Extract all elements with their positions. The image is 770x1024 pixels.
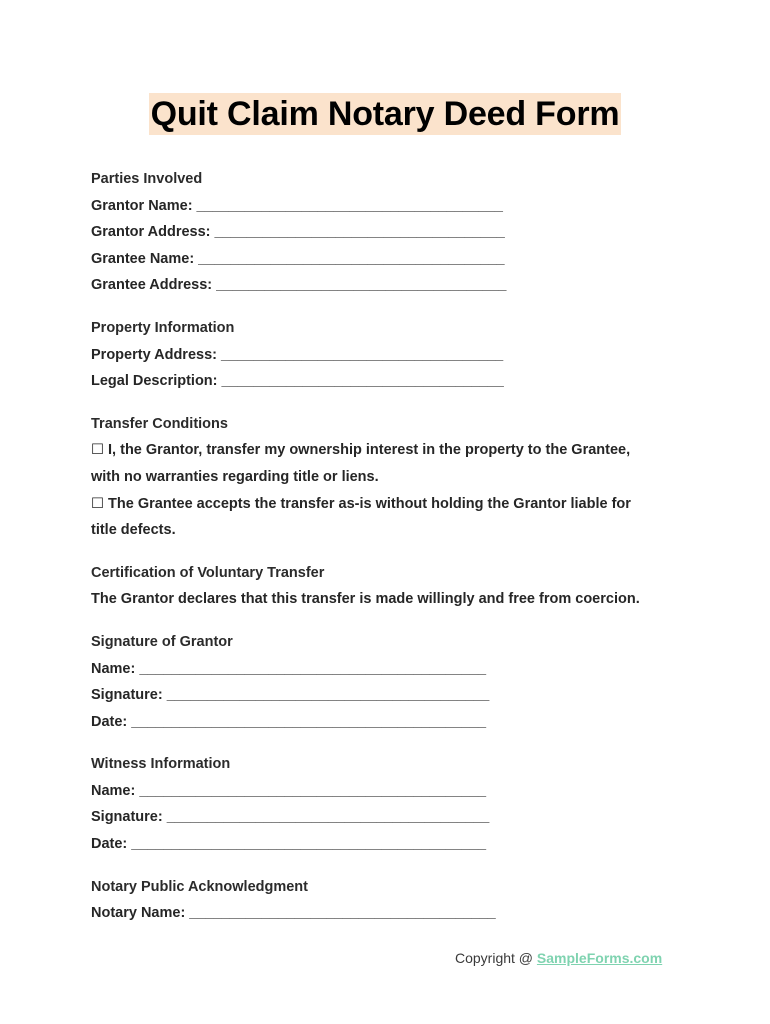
grantor-address-field: Grantor Address: ____________________________________ bbox=[91, 224, 505, 241]
transfer-section bbox=[91, 411, 691, 544]
transfer-condition-2-line-2: title defects. bbox=[91, 522, 176, 539]
form-content bbox=[91, 166, 691, 943]
grantor-signature-heading: Signature of Grantor bbox=[91, 633, 233, 650]
grantee-address-field: Grantee Address: ____________________________________ bbox=[91, 277, 507, 294]
grantor-signature-section bbox=[91, 629, 691, 735]
notary-section bbox=[91, 874, 691, 927]
witness-heading: Witness Information bbox=[91, 756, 231, 773]
witness-signature-field: Signature: ________________________________________ bbox=[91, 809, 490, 826]
witness-section bbox=[91, 751, 691, 857]
certification-text: The Grantor declares that this transfer is made willingly and free from coercion. bbox=[91, 591, 640, 608]
parties-heading: Parties Involved bbox=[91, 171, 203, 187]
legal-description-field: Legal Description: ___________________________________ bbox=[91, 373, 504, 390]
copyright-prefix: Copyright @ bbox=[455, 950, 537, 966]
certification-section bbox=[91, 560, 691, 613]
transfer-heading: Transfer Conditions bbox=[91, 415, 228, 432]
copyright-footer bbox=[455, 950, 662, 966]
grantor-signature-name-field: Name: ___________________________________________ bbox=[91, 660, 487, 677]
witness-date-field: Date: ____________________________________________ bbox=[91, 836, 487, 853]
grantor-signature-field: Signature: ________________________________________ bbox=[91, 687, 490, 704]
grantor-name-field: Grantor Name: ______________________________________ bbox=[91, 197, 503, 214]
transfer-condition-1-line-2: with no warranties regarding title or liens. bbox=[91, 468, 379, 485]
property-section bbox=[91, 315, 691, 395]
property-address-field: Property Address: ___________________________________ bbox=[91, 346, 504, 363]
grantee-name-field: Grantee Name: ______________________________________ bbox=[91, 250, 505, 267]
witness-name-field: Name: ___________________________________________ bbox=[91, 782, 487, 799]
brand-link[interactable]: SampleForms.com bbox=[536, 950, 663, 966]
transfer-condition-1-line-1: ☐ I, the Grantor, transfer my ownership interest in the property to the Grantee, bbox=[91, 442, 631, 459]
transfer-condition-2-line-1: ☐ The Grantee accepts the transfer as-is without holding the Grantor liable for bbox=[91, 495, 631, 512]
title-container bbox=[0, 93, 770, 135]
notary-heading: Notary Public Acknowledgment bbox=[91, 878, 308, 895]
notary-name-field: Notary Name: ______________________________________ bbox=[91, 905, 496, 922]
parties-section bbox=[91, 166, 691, 299]
grantor-signature-date-field: Date: ____________________________________________ bbox=[91, 713, 487, 730]
property-heading: Property Information bbox=[91, 319, 235, 336]
certification-heading: Certification of Voluntary Transfer bbox=[91, 564, 325, 581]
page-title: Quit Claim Notary Deed Form bbox=[150, 95, 620, 133]
